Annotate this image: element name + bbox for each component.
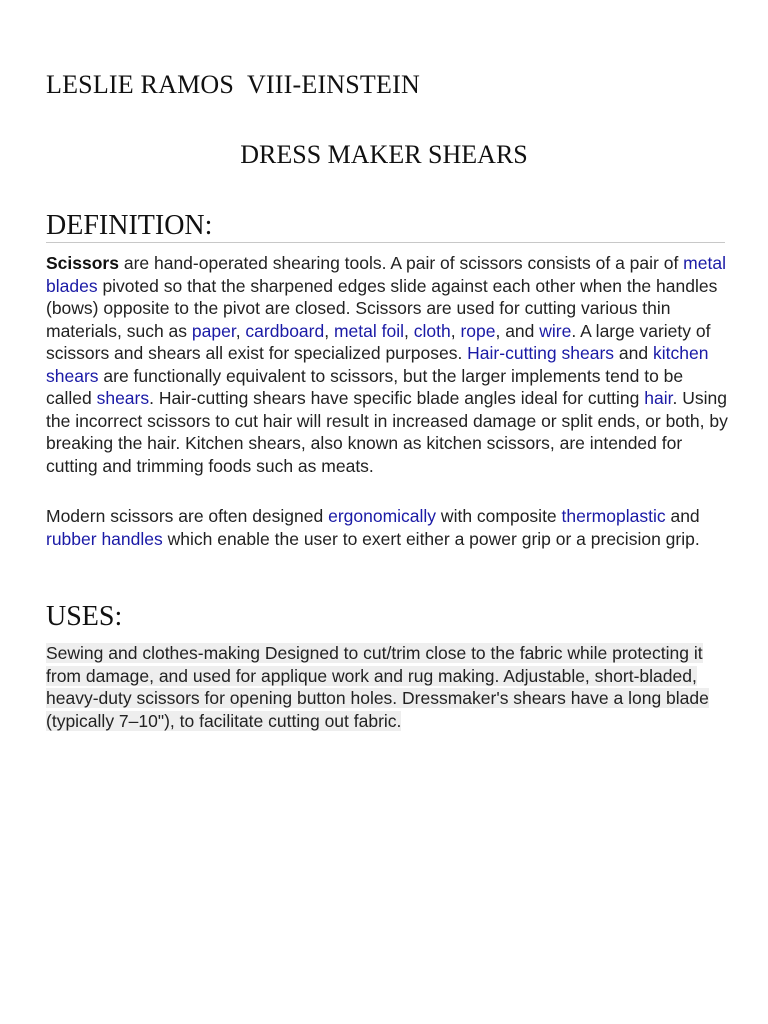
text-run: , — [450, 320, 461, 341]
definition-paragraph-2 — [46, 505, 730, 550]
text-run: . Using the incorrect scissors to cut hair will result in increased damage or split ends, or both, by breaking the hair. Kitchen shears, also known as kitchen scissors, are intended for cutting and trimming foods such as meats. — [46, 388, 728, 476]
link-wire[interactable]: wire — [539, 320, 572, 341]
text-run: which enable the user to exert either a power grip or a precision grip. — [162, 528, 700, 549]
text-run: are hand-operated shearing tools. A pair of scissors consists of a pair of — [118, 253, 684, 273]
text-run: pivoted so that the sharpened edges slide against each other when the handles (bows) opposite to the pivot are closed. Scissors are used for cutting various thin materials, such as — [46, 275, 718, 341]
link-cardboard[interactable]: cardboard — [245, 320, 325, 341]
link-metal-blades[interactable]: metal blades — [46, 253, 726, 296]
text-run: , — [235, 320, 246, 341]
text-run: are functionally equivalent to scissors, but the larger implements tend to be called — [46, 365, 684, 408]
definition-divider — [46, 242, 725, 243]
text-run: , — [404, 320, 414, 341]
text-run: . Hair-cutting shears have specific blade angles ideal for cutting — [149, 388, 645, 408]
uses-highlighted-text: Sewing and clothes-making Designed to cut/trim close to the fabric while protecting it from damage, and used for applique work and rug making. Adjustable, short-bladed, heavy-duty scissors for opening button holes. Dressmaker's shears have a long blade (typically 7–10"), to facilitate cutting out fabric. — [46, 643, 709, 731]
link-hair[interactable]: hair — [644, 388, 673, 408]
text-run: with composite — [436, 506, 562, 526]
text-run: . A large variety of scissors and shears all exist for specialized purposes. — [46, 320, 711, 363]
uses-heading: USES: — [46, 601, 123, 632]
link-ergonomically[interactable]: ergonomically — [328, 506, 437, 526]
uses-paragraph — [46, 642, 730, 732]
link-rope[interactable]: rope — [460, 320, 496, 341]
link-hair-cutting-shears[interactable]: Hair-cutting shears — [467, 343, 615, 363]
text-run: and — [665, 506, 700, 526]
definition-heading: DEFINITION: — [46, 210, 213, 241]
link-paper[interactable]: paper — [191, 320, 236, 341]
link-cloth[interactable]: cloth — [413, 320, 451, 341]
term-scissors: Scissors — [46, 253, 119, 273]
document-title: DRESS MAKER SHEARS — [240, 140, 528, 169]
link-thermoplastic[interactable]: thermoplastic — [561, 506, 666, 526]
text-run: , and — [495, 320, 540, 341]
text-run: and — [614, 343, 653, 363]
text-run: Modern scissors are often designed — [46, 506, 329, 526]
definition-paragraph-1 — [46, 252, 730, 477]
link-kitchen-shears[interactable]: kitchen shears — [46, 343, 709, 386]
link-rubber-handles[interactable]: rubber handles — [46, 528, 163, 549]
link-metal-foil[interactable]: metal foil — [333, 320, 404, 341]
author-line: LESLIE RAMOS VIII-EINSTEIN — [46, 70, 420, 99]
link-shears[interactable]: shears — [96, 388, 150, 408]
text-run: , — [324, 320, 334, 341]
